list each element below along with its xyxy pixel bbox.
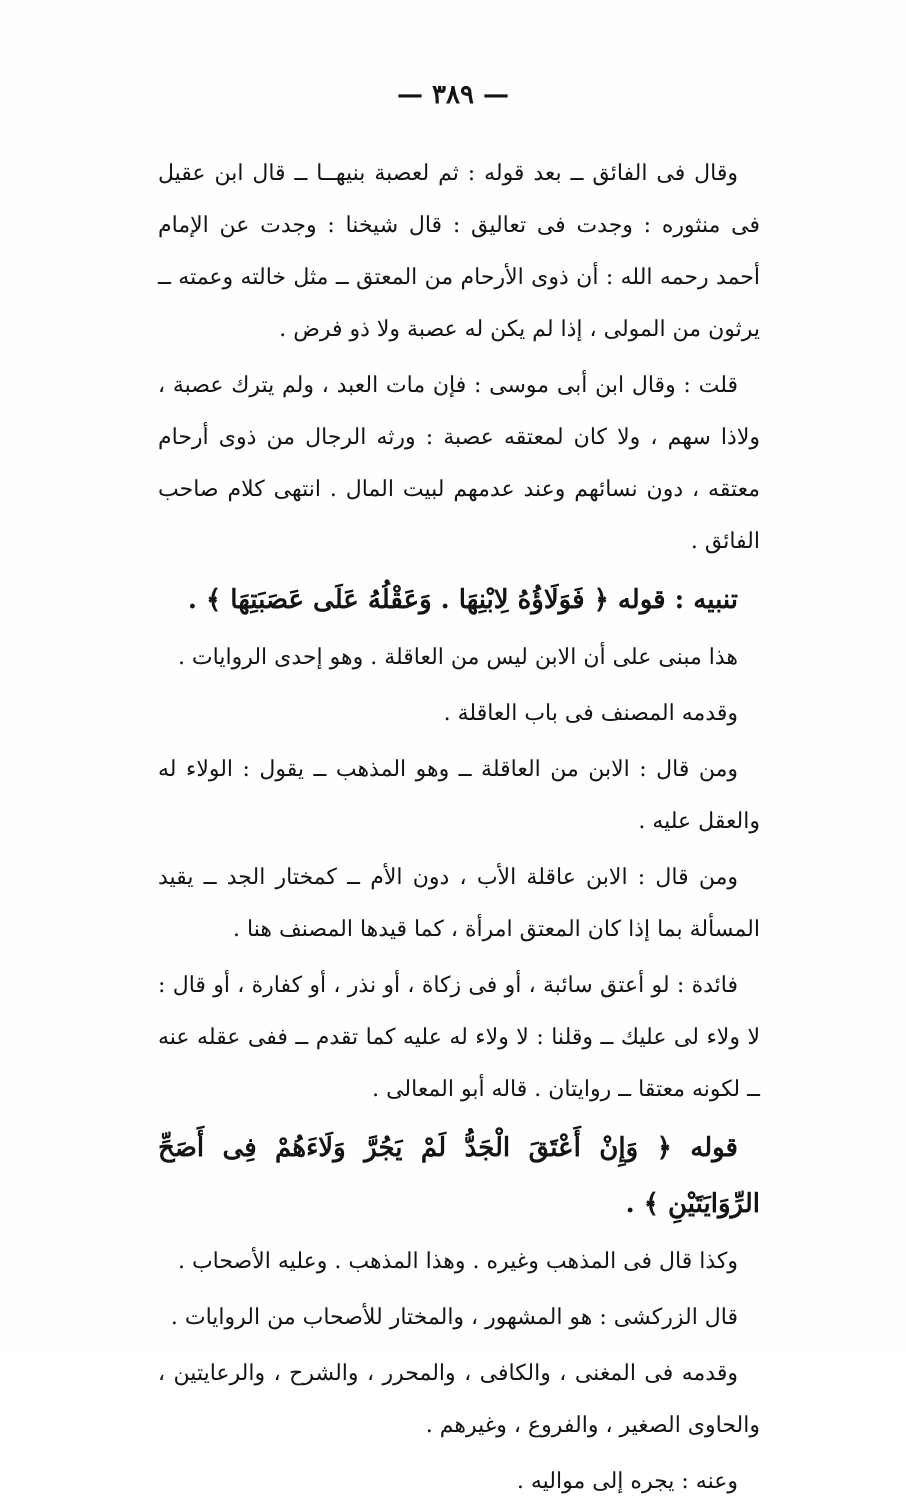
paragraph: وقدمه المصنف فى باب العاقلة . [443,701,738,726]
paragraph: ومن قال : الابن عاقلة الأب ، دون الأم ــ كمختار الجد ــ يقيد المسألة بما إذا كان المعتق امرأة ، كما قيدها المصنف هنا . [158,865,760,942]
paragraph: وعنه : يجره إلى مواليه . [516,1469,738,1494]
paragraph: قال الزركشى : هو المشهور ، والمختار للأصحاب من الروايات . [170,1305,738,1330]
quoted-heading: تنبيه : قوله ﴿ فَوَلَاؤُهُ لِابْنِهَا . وَعَقْلُهُ عَلَى عَصَبَتِهَا ﴾ . [187,585,738,615]
paragraph: ومن قال : الابن من العاقلة ــ وهو المذهب ــ يقول : الولاء له والعقل عليه . [158,757,760,834]
page-number: — ٣٨٩ — [396,80,510,110]
quoted-heading: قوله ﴿ وَإِنْ أَعْتَقَ الْجَدُّ لَمْ يَجُرَّ وَلَاءَهُمْ فِى أَصَحِّ الرِّوَايَتَيْنِ ﴾ . [158,1133,760,1219]
paragraph: وكذا قال فى المذهب وغيره . وهذا المذهب . وعليه الأصحاب . [177,1249,738,1274]
paragraph: وقدمه فى المغنى ، والكافى ، والمحرر ، والشرح ، والرعايتين ، والحاوى الصغير ، والفروع ، وغيرهم . [158,1361,760,1438]
paragraph: قلت : وقال ابن أبى موسى : فإن مات العبد ، ولم يترك عصبة ، ولاذا سهم ، ولا كان لمعتقه عصبة : ورثه الرجال من ذوى أرحام معتقه ، دون نسائهم وعند عدمهم لبيت المال . انتهى كلام صاحب الفائق . [158,373,760,554]
paragraph: هذا مبنى على أن الابن ليس من العاقلة . وهو إحدى الروايات . [177,645,738,670]
text-body [158,148,760,1512]
paragraph: فائدة : لو أعتق سائبة ، أو فى زكاة ، أو نذر ، أو كفارة ، أو قال : لا ولاء لى عليك ــ وقلنا : لا ولاء له عليه كما تقدم ــ ففى عقله عنه ــ لكونه معتقا ــ روايتان . قاله أبو المعالى . [158,973,760,1102]
paragraph: وقال فى الفائق ــ بعد قوله : ثم لعصبة بنيهــا ــ قال ابن عقيل فى منثوره : وجدت فى تعاليق : قال شيخنا : وجدت عن الإمام أحمد رحمه الله : أن ذوى الأرحام من المعتق ــ مثل خالته وعمته ــ يرثون من المولى ، إذا لم يكن له عصبة ولا ذو فرض . [158,161,760,342]
